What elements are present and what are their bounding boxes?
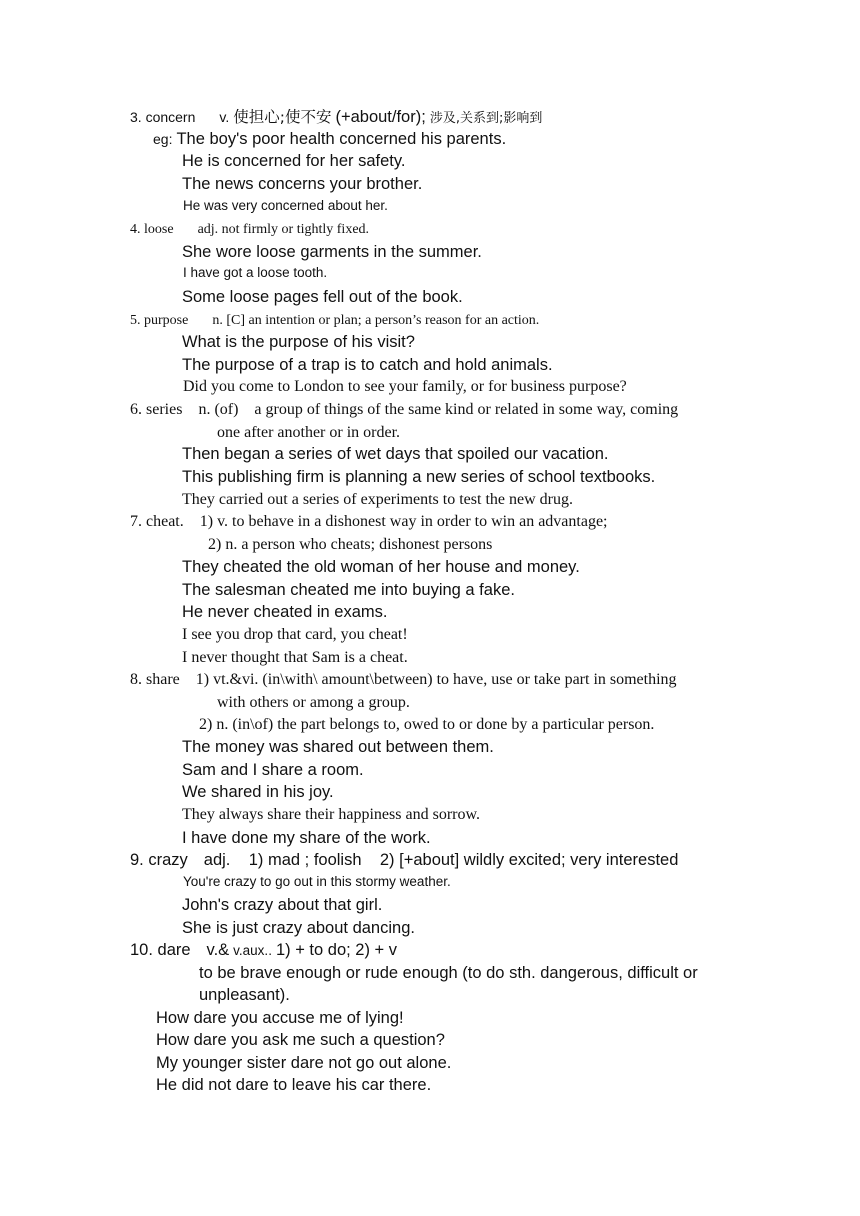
part-of-speech: v. (219, 109, 230, 125)
definition: 2) n. a person who cheats; dishonest persons (208, 536, 493, 553)
definition: adj. 1) mad ; foolish 2) [+about] wildly excited; very interested (203, 851, 679, 869)
example-sentence: eg: The boy's poor health concerned his parents. (153, 130, 507, 148)
definition: adj. not firmly or tightly fixed. (197, 222, 370, 237)
headword: 3. concern (130, 109, 196, 125)
example-sentence: They cheated the old woman of her house and money. (182, 558, 580, 576)
grammar-forms: 1) + to do; 2) + v (275, 941, 398, 959)
headword: 8. share (130, 671, 180, 688)
chinese-definition: 涉及,关系到;影响到 (429, 111, 543, 126)
example-sentence: She wore loose garments in the summer. (182, 243, 482, 261)
example-sentence: We shared in his joy. (182, 783, 334, 801)
example-sentence: I have done my share of the work. (182, 829, 431, 847)
definition: 1) v. to behave in a dishonest way in order to win an advantage; (199, 513, 608, 530)
entry-purpose-header (130, 311, 539, 329)
example-sentence: They always share their happiness and sorrow. (182, 806, 480, 823)
example-sentence: The money was shared out between them. (182, 738, 494, 756)
example-sentence: John's crazy about that girl. (182, 896, 383, 914)
example-sentence: I never thought that Sam is a cheat. (182, 649, 408, 666)
example-sentence: You're crazy to go out in this stormy weather. (183, 874, 451, 889)
example-sentence: The salesman cheated me into buying a fake. (182, 581, 515, 599)
definition-continued: unpleasant). (199, 986, 290, 1004)
entry-cheat-header (130, 513, 607, 531)
example-sentence: The purpose of a trap is to catch and hold animals. (182, 356, 553, 374)
definition: 2) n. (in\of) the part belongs to, owed to or done by a particular person. (199, 716, 655, 733)
usage-note: (+about/for); (335, 108, 426, 126)
headword: 5. purpose (130, 313, 189, 328)
entry-concern-header (130, 108, 542, 127)
entry-dare-header (130, 941, 397, 960)
chinese-definition: 使担心;使不安 (233, 108, 332, 126)
headword: 9. crazy (130, 851, 188, 869)
example-sentence: Then began a series of wet days that spoiled our vacation. (182, 445, 609, 463)
example-sentence: Did you come to London to see your family, or for business purpose? (183, 378, 627, 395)
example-sentence: She is just crazy about dancing. (182, 919, 415, 937)
definition: n. (of) a group of things of the same kind or related in some way, coming (198, 401, 679, 418)
example-sentence: I see you drop that card, you cheat! (182, 626, 408, 643)
definition-continued: one after another or in order. (217, 424, 401, 441)
headword: 4. loose (130, 222, 174, 237)
definition: to be brave enough or rude enough (to do sth. dangerous, difficult or (199, 964, 698, 982)
entry-loose-header (130, 220, 369, 238)
example-sentence: Sam and I share a room. (182, 761, 364, 779)
part-of-speech: v.aux.. (233, 943, 272, 958)
headword: 10. dare (130, 941, 191, 959)
headword: 7. cheat. (130, 513, 184, 530)
eg-label: eg: (153, 131, 173, 147)
example-sentence: My younger sister dare not go out alone. (156, 1054, 452, 1072)
example-sentence: How dare you accuse me of lying! (156, 1009, 404, 1027)
headword: 6. series (130, 401, 183, 418)
definition: n. [C] an intention or plan; a person’s reason for an action. (212, 313, 540, 328)
example-sentence: This publishing firm is planning a new series of school textbooks. (182, 468, 656, 486)
example-sentence: Some loose pages fell out of the book. (182, 288, 463, 306)
example-sentence: He did not dare to leave his car there. (156, 1076, 432, 1094)
part-of-speech: v.& (206, 941, 230, 959)
example-sentence: The news concerns your brother. (182, 175, 423, 193)
definition-continued: with others or among a group. (217, 694, 410, 711)
example-sentence: How dare you ask me such a question? (156, 1031, 445, 1049)
entry-share-header (130, 671, 677, 689)
example-sentence: What is the purpose of his visit? (182, 333, 415, 351)
example-sentence: He is concerned for her safety. (182, 152, 406, 170)
example-sentence: He never cheated in exams. (182, 603, 388, 621)
example-sentence: They carried out a series of experiments to test the new drug. (182, 491, 573, 508)
example-sentence: He was very concerned about her. (183, 198, 388, 213)
entry-crazy-header (130, 851, 678, 870)
entry-series-header (130, 401, 678, 419)
definition: 1) vt.&vi. (in\with\ amount\between) to have, use or take part in something (195, 671, 677, 688)
example-sentence: I have got a loose tooth. (183, 265, 328, 280)
